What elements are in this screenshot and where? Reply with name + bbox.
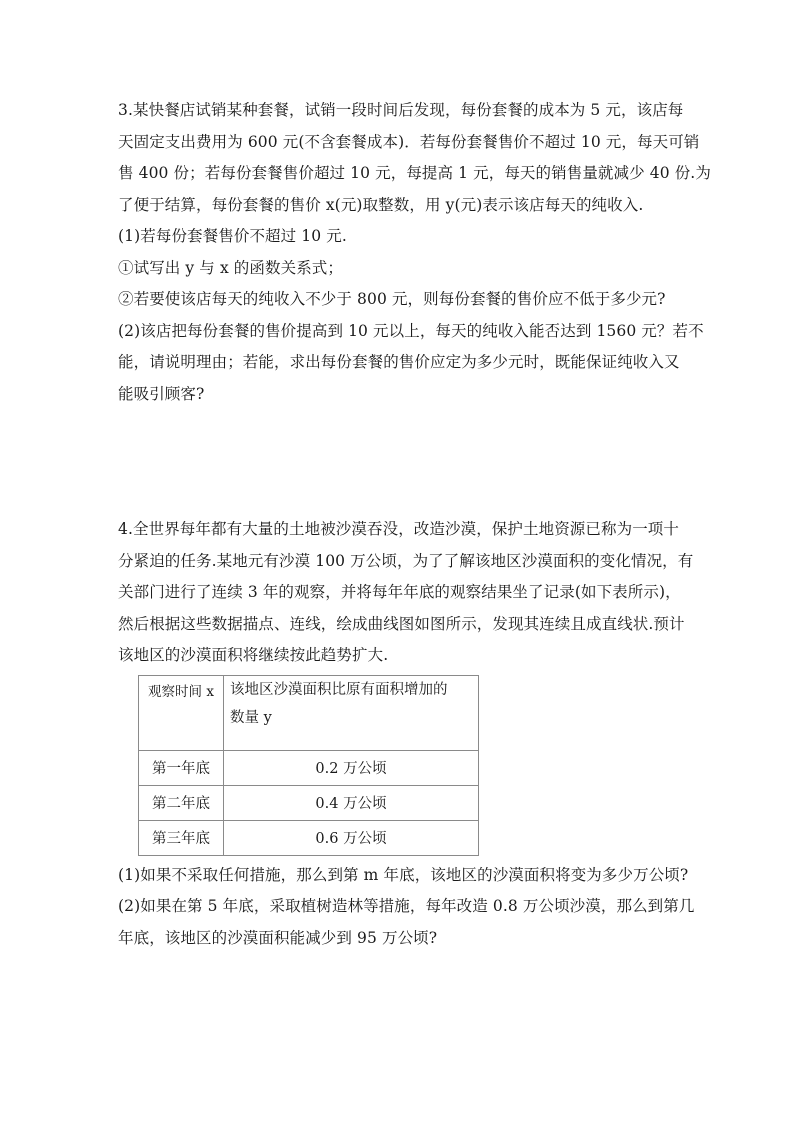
table-row	[139, 750, 479, 785]
observation-table	[138, 675, 479, 856]
table-cell-value: 0.4 万公顷	[224, 785, 479, 820]
problem-3	[118, 95, 711, 410]
table-header-increase	[224, 675, 479, 750]
problem-3-line: 天固定支出费用为 600 元(不含套餐成本)．若每份套餐售价不超过 10 元，每天可销	[118, 132, 700, 151]
problem-4-line: 该地区的沙漠面积将继续按此趋势扩大.	[118, 646, 389, 664]
problem-3-line: 售 400 份；若每份套餐售价超过 10 元，每提高 1 元，每天的销售量就减少 40 份.为	[118, 164, 711, 182]
problem-3-line: 能，请说明理由；若能，求出每份套餐的售价应定为多少元时，既能保证纯收入又	[118, 353, 680, 371]
table-cell-value: 0.2 万公顷	[224, 750, 479, 785]
problem-3-part-1-b: ②若要使该店每天的纯收入不少于 800 元，则每份套餐的售价应不低于多少元?	[118, 290, 666, 308]
problem-3-part-2: (2)该店把每份套餐的售价提高到 10 元以上，每天的纯收入能否达到 1560 元？若不	[118, 321, 704, 340]
table-cell-time: 第三年底	[139, 820, 224, 855]
problem-4-question-2: (2)如果在第 5 年底，采取植树造林等措施，每年改造 0.8 万公顷沙漠，那么到第几	[118, 897, 695, 915]
table-row	[139, 820, 479, 855]
problem-3-line: 了便于结算，每份套餐的售价 x(元)取整数，用 y(元)表示该店每天的纯收入.	[118, 195, 644, 214]
problem-4-question-2-cont: 年底，该地区的沙漠面积能减少到 95 万公顷?	[118, 928, 438, 947]
table-cell-time: 第一年底	[139, 750, 224, 785]
table-cell-value: 0.6 万公顷	[224, 820, 479, 855]
problem-3-line: 3.某快餐店试销某种套餐，试销一段时间后发现，每份套餐的成本为 5 元，该店每	[118, 101, 684, 119]
table-cell-time: 第二年底	[139, 785, 224, 820]
table-header-row	[139, 675, 479, 750]
table-header-time: 观察时间 x	[139, 675, 224, 750]
problem-3-line: 能吸引顾客?	[118, 384, 205, 403]
problem-4-line: 4.全世界每年都有大量的土地被沙漠吞没，改造沙漠，保护土地资源已称为一项十	[118, 520, 679, 538]
problem-3-part-1: (1)若每份套餐售价不超过 10 元.	[118, 227, 347, 245]
problem-4-question-1: (1)如果不采取任何措施，那么到第 m 年底，该地区的沙漠面积将变为多少万公顷?	[118, 865, 689, 884]
problem-4	[118, 514, 695, 954]
table-row	[139, 785, 479, 820]
problem-4-line: 然后根据这些数据描点、连线，绘成曲线图如图所示，发现其连续且成直线状.预计	[118, 614, 685, 633]
problem-3-part-1-a: ①试写出 y 与 x 的函数关系式；	[118, 258, 344, 277]
table-header-increase-line-2: 数量 y	[230, 709, 272, 726]
table-header-increase-line-1: 该地区沙漠面积比原有面积增加的	[230, 681, 448, 698]
problem-4-line: 关部门进行了连续 3 年的观察，并将每年年底的观察结果坐了记录(如下表所示)，	[118, 583, 681, 601]
problem-4-line: 分紧迫的任务.某地元有沙漠 100 万公顷，为了了解该地区沙漠面积的变化情况，有	[118, 551, 694, 570]
